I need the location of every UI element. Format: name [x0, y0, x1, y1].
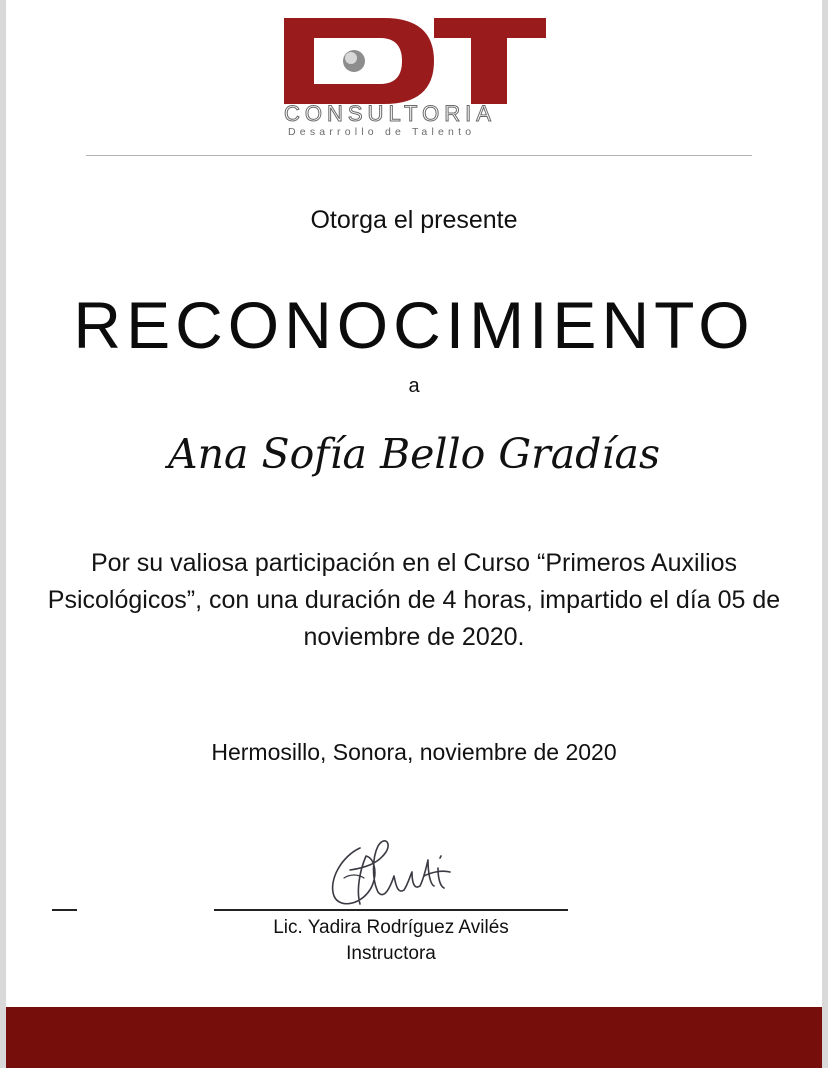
place-and-date: Hermosillo, Sonora, noviembre de 2020: [211, 739, 617, 765]
company-logo: [284, 18, 554, 140]
logo-wordmark: CONSULTORIA: [284, 101, 496, 126]
signature-line: [214, 909, 568, 911]
footer-band: [6, 1007, 822, 1068]
recipient-name: Ana Sofía Bello Gradías: [168, 430, 660, 478]
certificate-page: [6, 0, 822, 1068]
recognition-body: Por su valiosa participación en el Curso “Primeros Auxilios Psicológicos”, con una duración de 4 horas, impartido el día 05 de noviembre de 2020.: [47, 549, 781, 651]
signatory-name: Lic. Yadira Rodríguez Avilés: [273, 917, 509, 938]
signatory-role: Instructora: [346, 943, 436, 964]
header-divider: [86, 155, 752, 156]
intro-text: Otorga el presente: [310, 206, 518, 234]
certificate-title: RECONOCIMIENTO: [73, 288, 755, 362]
logo-tagline: Desarrollo de Talento: [288, 126, 476, 138]
left-dash-mark: [52, 909, 77, 911]
handwritten-signature-icon: [320, 828, 456, 912]
dt-monogram-icon: [284, 18, 546, 104]
connector-text: a: [408, 375, 420, 397]
